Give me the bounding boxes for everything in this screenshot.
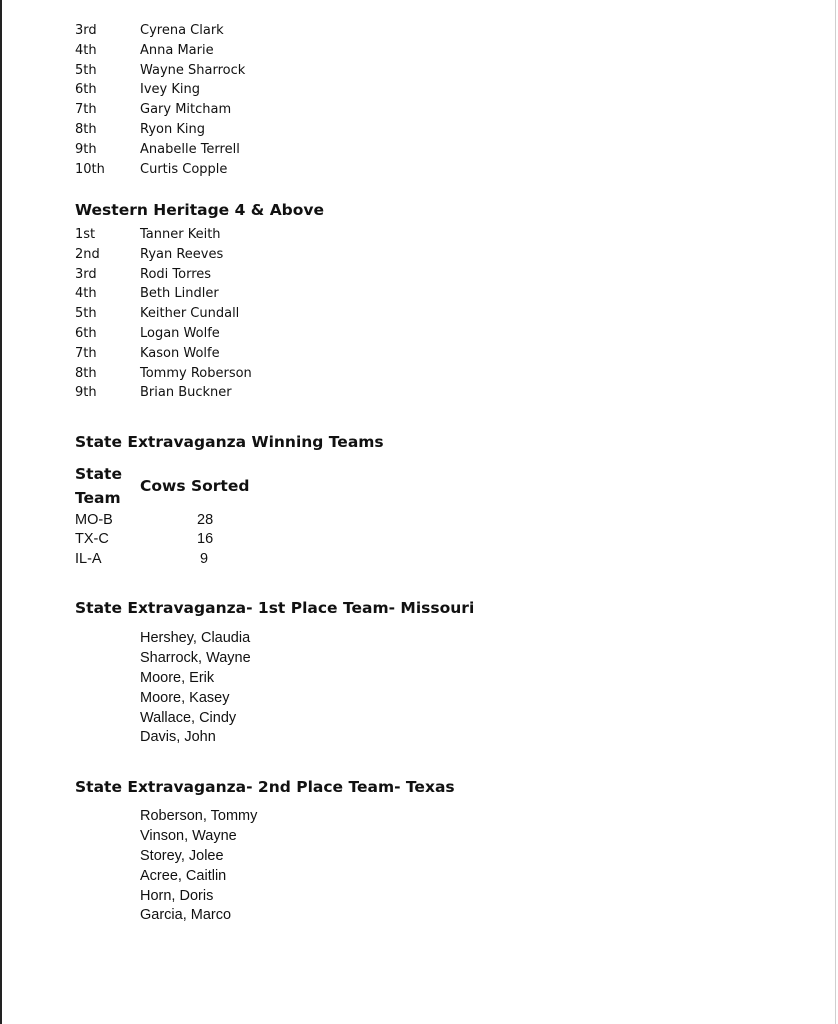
list-item: Storey, Jolee [140,847,224,864]
first-place-members [140,629,251,748]
ranking-name: Logan Wolfe [140,325,220,341]
ranking-place: 5th [75,62,97,78]
list-item: Moore, Erik [140,669,215,686]
first-place-heading: State Extravaganza- 1st Place Team- Missouri [75,599,475,617]
ranking-name: Ivey King [140,82,200,98]
list-item: Wallace, Cindy [140,709,237,726]
ranking-name: Tanner Keith [140,227,221,242]
ranking-name: Ryan Reeves [140,246,224,262]
ranking-name: Tommy Roberson [140,365,252,381]
ranking-name: Anabelle Terrell [140,141,240,157]
winning-teams-heading: State Extravaganza Winning Teams [75,433,384,451]
list-item: Acree, Caitlin [140,867,227,884]
ranking-name: Gary Mitcham [140,102,232,118]
cows-count: 9 [200,551,209,567]
ranking-name: Ryon King [140,121,205,137]
ranking-place: 7th [75,102,97,118]
ranking-name: Wayne Sharrock [140,62,246,78]
ranking-name: Brian Buckner [140,385,232,401]
team-code: IL-A [75,551,102,567]
ranking-place: 1st [75,227,96,242]
ranking-place: 10th [75,161,105,177]
ranking-name: Keither Cundall [140,306,240,322]
ranking-place: 6th [75,82,97,98]
ranking-place: 7th [75,345,97,361]
second-place-heading: State Extravaganza- 2nd Place Team- Texas [75,778,455,796]
ranking-place: 6th [75,325,97,341]
team-code: MO-B [75,512,113,528]
list-item: Moore, Kasey [140,689,230,706]
cows-count: 16 [197,531,214,547]
ranking-place: 9th [75,141,97,157]
ranking-place: 3rd [75,266,97,282]
column-header-team: Team [75,489,121,507]
list-item: Horn, Doris [140,887,214,904]
ranking-place: 4th [75,42,97,58]
ranking-place: 8th [75,121,97,137]
list-item: Sharrock, Wayne [140,649,251,666]
list-item: Hershey, Claudia [140,630,251,646]
second-place-members [140,807,257,926]
ranking-name: Cyrena Clark [140,23,224,38]
list-item: Vinson, Wayne [140,827,237,844]
ranking-name: Kason Wolfe [140,345,220,361]
western-heritage-heading: Western Heritage 4 & Above [75,201,325,219]
table-row [75,549,275,569]
list-item: Garcia, Marco [140,907,232,924]
list-item: Roberson, Tommy [140,808,258,824]
ranking-place: 9th [75,385,97,401]
ranking-name: Curtis Copple [140,161,228,177]
ranking-name: Anna Marie [140,42,214,58]
ranking-place: 3rd [75,23,97,38]
cows-count: 28 [197,512,214,528]
table-row [75,529,275,549]
column-header-cows-sorted: Cows Sorted [140,477,250,495]
list-item: Davis, John [140,729,216,746]
team-code: TX-C [75,531,109,547]
table-row [75,510,275,530]
ranking-place: 5th [75,306,97,322]
ranking-name: Rodi Torres [140,266,212,282]
ranking-place: 8th [75,365,97,381]
ranking-place: 4th [75,286,97,302]
column-header-state: State [75,465,122,483]
ranking-name: Beth Lindler [140,286,219,302]
ranking-place: 2nd [75,246,100,262]
